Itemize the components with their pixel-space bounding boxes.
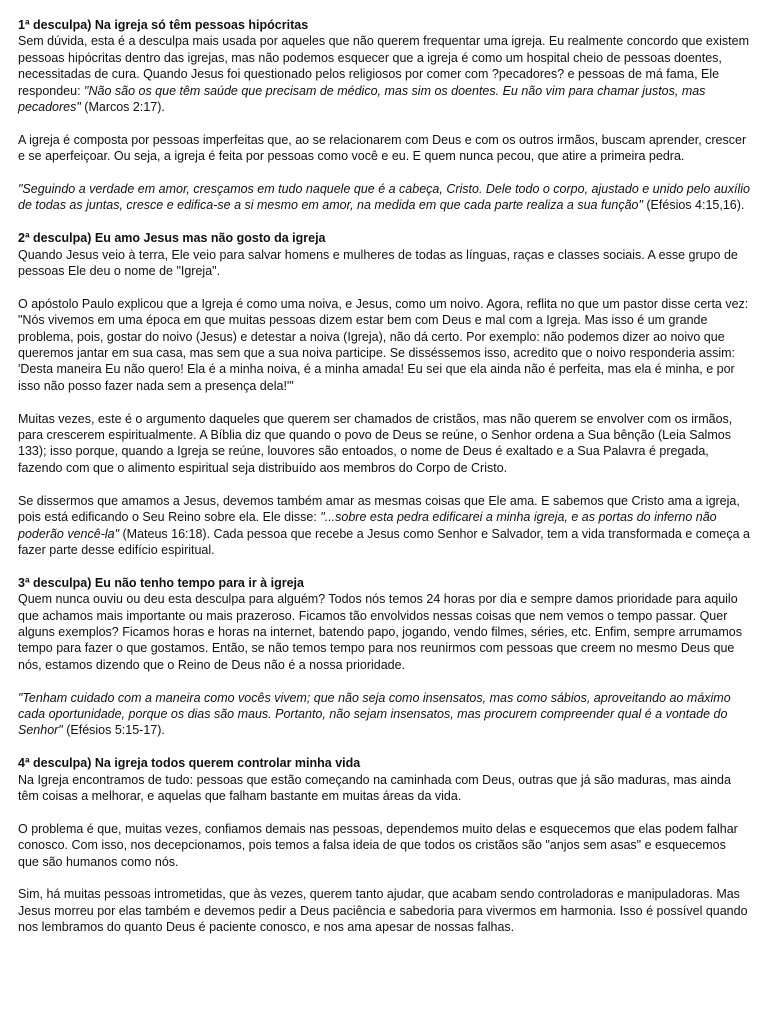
paragraph: Quem nunca ouviu ou deu esta desculpa para alguém? Todos nós temos 24 horas por dia e sempre damos prioridade para aquilo que achamos mais importante ou mais prazeroso. Ficamos tão envolvidos nessas coisas que nem vemos o tempo passar. Quer alguns exemplos? Ficamos horas e horas na internet, batendo papo, jogando, vendo filmes, séries, etc. Enfim, sempre arrumamos tempo para fazer o que gostamos. Então, se não temos tempo para nos reunirmos com pessoas que creem no mesmo Deus que nós, estamos dizendo que o Reino de Deus não é a nossa prioridade. xyxy=(18,592,742,672)
section-title: 4ª desculpa) Na igreja todos querem controlar minha vida xyxy=(18,756,361,771)
section-3 xyxy=(18,575,750,739)
bible-quote: "Tenham cuidado com a maneira como vocês vivem; que não seja como insensatos, mas como sábios, aproveitando ao máximo cada oportunidade, porque os dias são maus. Portanto, não sejam insensatos, mas procurem compreender qual é a vontade do Senhor" xyxy=(18,690,731,738)
section-title: 3ª desculpa) Eu não tenho tempo para ir à igreja xyxy=(18,575,304,590)
paragraph: Na Igreja encontramos de tudo: pessoas que estão começando na caminhada com Deus, outras que já são maduras, mas ainda têm coisas a melhorar, e aquelas que falham bastante em muitas áreas da vida. xyxy=(18,772,731,803)
bible-reference: (Marcos 2:17). xyxy=(80,100,165,115)
section-title: 1ª desculpa) Na igreja só têm pessoas hipócritas xyxy=(18,18,309,32)
paragraph: A igreja é composta por pessoas imperfeitas que, ao se relacionarem com Deus e com os outros irmãos, buscam aprender, crescer e se aperfeiçoar. Ou seja, a igreja é feita por pessoas como você e eu. E quem nunca pecou, que atire a primeira pedra. xyxy=(18,132,747,164)
paragraph: O apóstolo Paulo explicou que a Igreja é como uma noiva, e Jesus, como um noivo. Agora, reflita no que um pastor disse certa vez: "Nós vivemos em uma época em que muitas pessoas dizem estar bem com Deus e mal com a Igreja. Mas isso é um grande problema, pois, gostar do noivo (Jesus) e detestar a noiva (Igreja), não dá certo. Por exemplo: não podemos dizer ao noivo que queremos jantar em sua casa, mas sem que a sua noiva participe. Se disséssemos isso, acredito que o noivo responderia assim: 'Desta maneira Eu não quero! Ela é a minha noiva, é a minha amada! Eu sei que ela ainda não é perfeita, mas ela é minha, e por isso não posso fazer nada sem a presença dela!'" xyxy=(18,296,749,393)
bible-quote: "Seguindo a verdade em amor, cresçamos em tudo naquele que é a cabeça, Cristo. Dele todo o corpo, ajustado e unido pelo auxílio de todas as juntas, cresce e edifica-se a si mesmo em amor, na medida em que cada parte realiza a sua função" xyxy=(18,182,750,213)
paragraph: O problema é que, muitas vezes, confiamos demais nas pessoas, dependemos muito delas e esquecemos que elas podem falhar conosco. Com isso, nos decepcionamos, pois temos a falsa ideia de que todos os cristãos são "anjos sem asas" e esquecemos que são humanos como nós. xyxy=(18,821,738,869)
bible-quote: "Não são os que têm saúde que precisam de médico, mas sim os doentes. Eu não vim para chamar justos, mas pecadores" xyxy=(18,83,706,115)
bible-reference: (Efésios 5:15-17). xyxy=(62,723,165,738)
paragraph-text: (Mateus 16:18). Cada pessoa que recebe a Jesus como Senhor e Salvador, tem a vida transformada e começa a fazer parte desse edifício espiritual. xyxy=(18,526,750,557)
bible-quote: "...sobre esta pedra edificarei a minha igreja, e as portas do inferno não poderão vencê-la" xyxy=(18,510,717,541)
bible-reference: (Efésios 4:15,16). xyxy=(642,198,745,213)
paragraph-text: Se dissermos que amamos a Jesus, devemos também amar as mesmas coisas que Ele ama. E sabemos que Cristo ama a igreja, pois está edificando o Seu Reino sobre ela. Ele disse: xyxy=(18,493,740,525)
paragraph xyxy=(18,181,750,214)
paragraph: Sim, há muitas pessoas intrometidas, que às vezes, querem tanto ajudar, que acabam sendo controladoras e manipuladoras. Mas Jesus morreu por elas também e devemos pedir a Deus paciência e sabedoria para vivermos em harmonia. Isso é possível quando nos lembramos do quanto Deus é paciente conosco, e nos ama apesar de nossas falhas. xyxy=(18,887,748,935)
section-4 xyxy=(18,755,750,935)
paragraph xyxy=(18,690,750,739)
section-1 xyxy=(18,17,750,214)
section-title: 2ª desculpa) Eu amo Jesus mas não gosto da igreja xyxy=(18,231,326,246)
section-2 xyxy=(18,230,750,558)
paragraph: Quando Jesus veio à terra, Ele veio para salvar homens e mulheres de todas as línguas, raças e classes sociais. A esse grupo de pessoas Ele deu o nome de "Igreja". xyxy=(18,247,738,279)
paragraph xyxy=(18,493,750,559)
paragraph: Muitas vezes, este é o argumento daqueles que querem ser chamados de cristãos, mas não querem se envolver com os irmãos, para crescerem espiritualmente. A Bíblia diz que quando o povo de Deus se reúne, o Senhor ordena a Sua bênção (Leia Salmos 133); isso porque, quando a Igreja se reúne, louvores são entoados, o nome de Deus é exaltado e a Sua Palavra é pregada, fazendo com que o alimento espiritual seja distribuído aos membros do Corpo de Cristo. xyxy=(18,411,733,475)
paragraph xyxy=(18,33,750,115)
paragraph-text: Sem dúvida, esta é a desculpa mais usada por aqueles que não querem frequentar uma igreja. Eu realmente concordo que existem pessoas hipócritas dentro das igrejas, mas não podemos esquecer que a igreja é como um hospital cheio de pessoas doentes, necessitadas de cura. Quando Jesus foi questionado pelos religiosos por comer com ?pecadores? e pessoas de má fama, Ele respondeu: xyxy=(18,34,749,98)
